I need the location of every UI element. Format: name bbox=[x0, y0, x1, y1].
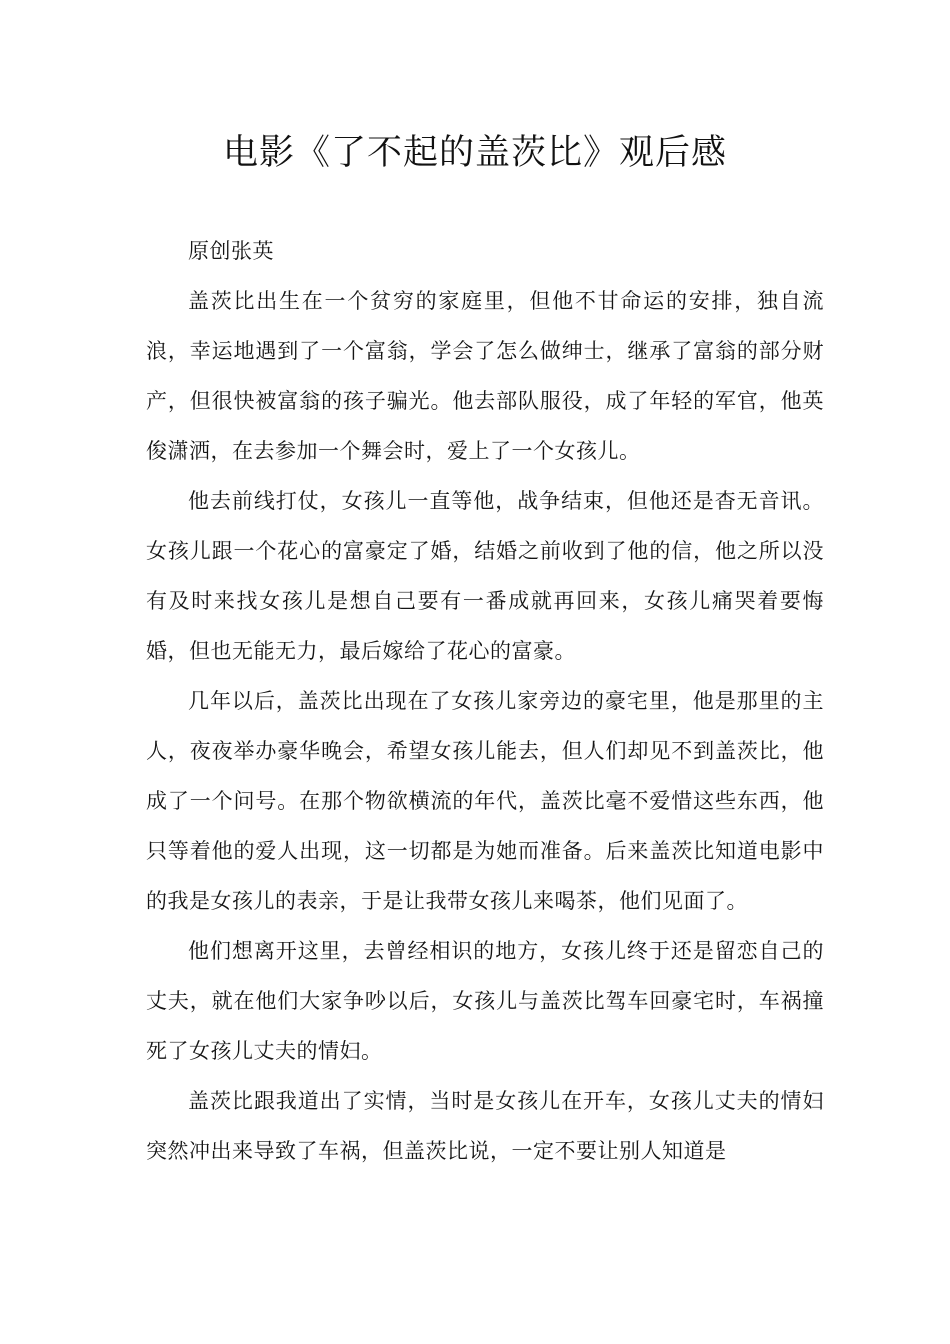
document-body bbox=[146, 226, 824, 1176]
document-title: 电影《了不起的盖茨比》观后感 bbox=[222, 133, 727, 173]
paragraph: 盖茨比出生在一个贫穷的家庭里，但他不甘命运的安排，独自流浪，幸运地遇到了一个富翁，学会了怎么做绅士，继承了富翁的部分财产，但很快被富翁的孩子骗光。他去部队服役，成了年轻的军官，他英俊潇洒，在去参加一个舞会时，爱上了一个女孩儿。 bbox=[146, 289, 824, 463]
paragraph: 他们想离开这里，去曾经相识的地方，女孩儿终于还是留恋自己的丈夫，就在他们大家争吵以后，女孩儿与盖茨比驾车回豪宅时，车祸撞死了女孩儿丈夫的情妇。 bbox=[146, 939, 824, 1063]
paragraph: 几年以后，盖茨比出现在了女孩儿家旁边的豪宅里，他是那里的主人，夜夜举办豪华晚会，希望女孩儿能去，但人们却见不到盖茨比，他成了一个问号。在那个物欲横流的年代，盖茨比毫不爱惜这些东西，他只等着他的爱人出现，这一切都是为她而准备。后来盖茨比知道电影中的我是女孩儿的表亲，于是让我带女孩儿来喝茶，他们见面了。 bbox=[146, 689, 824, 913]
paragraph: 盖茨比跟我道出了实情，当时是女孩儿在开车，女孩儿丈夫的情妇突然冲出来导致了车祸，但盖茨比说，一定不要让别人知道是 bbox=[146, 1089, 824, 1163]
paragraph: 他去前线打仗，女孩儿一直等他，战争结束，但他还是杳无音讯。女孩儿跟一个花心的富豪定了婚，结婚之前收到了他的信，他之所以没有及时来找女孩儿是想自己要有一番成就再回来，女孩儿痛哭着要悔婚，但也无能无力，最后嫁给了花心的富豪。 bbox=[146, 489, 824, 663]
author-line: 原创张英 bbox=[188, 239, 274, 263]
